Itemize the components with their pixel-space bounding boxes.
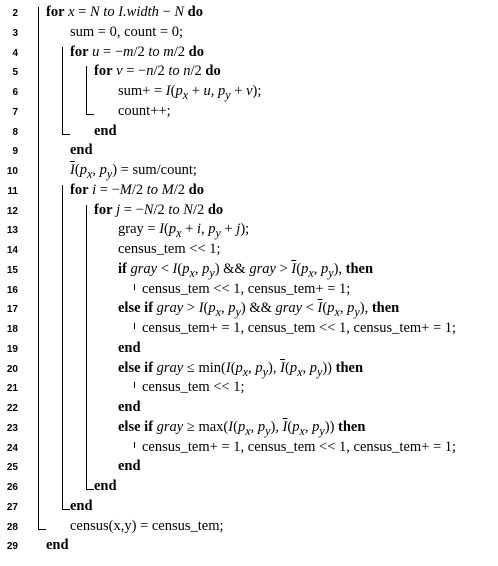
line-number: 23 <box>6 422 18 434</box>
code-text: census_tem << 1; <box>118 241 221 257</box>
line-number: 15 <box>6 264 18 276</box>
line-number: 22 <box>6 403 18 414</box>
code-text: for u = −m/2 to m/2 do <box>70 43 204 60</box>
line-number: 12 <box>6 205 18 217</box>
line-number: 2 <box>12 8 18 19</box>
algorithm-line <box>0 102 498 122</box>
algorithm-line <box>0 181 498 201</box>
algorithm-line <box>0 260 498 280</box>
code-text: end <box>94 478 117 494</box>
code-text: $sum+ = I(p_x + u$, $p_y + v$); <box>118 83 262 102</box>
algorithm-line <box>0 497 498 517</box>
code-text: else if gray ≥ $\max(I(p_x$, $p_y$), $\overline{I}(p_x$, $p_y$)) then <box>118 418 366 438</box>
algorithm-line <box>0 161 498 181</box>
code-text: end <box>46 537 69 554</box>
algorithm-line <box>0 3 498 23</box>
code-text: for v = −n/2 to n/2 do <box>94 63 221 80</box>
algorithm-line <box>0 438 498 458</box>
line-number: 26 <box>6 482 18 493</box>
line-number: 10 <box>6 166 18 177</box>
line-number: 9 <box>12 146 18 158</box>
code-text: gray = $I(p_x + i$, $p_y + j$); <box>118 221 250 241</box>
algorithm-line <box>0 359 498 379</box>
algorithm-line <box>0 82 498 102</box>
line-number: 4 <box>12 47 18 59</box>
algorithm-line <box>0 378 498 398</box>
line-number: 5 <box>12 67 18 79</box>
line-number: 14 <box>6 245 18 256</box>
line-number: 8 <box>12 126 18 138</box>
line-number: 19 <box>6 343 18 355</box>
line-number: 27 <box>6 501 18 513</box>
code-text: for i = −M/2 to M/2 do <box>70 181 204 198</box>
algorithm-line <box>0 339 498 359</box>
code-text: if gray < $I(p_x$, $p_y$) && gray > $\overline{I}(p_x$, $p_y$), then <box>118 260 374 280</box>
algorithm-line <box>0 220 498 240</box>
line-number: 6 <box>12 87 18 98</box>
algorithm-line <box>0 477 498 497</box>
algorithm-line <box>0 240 498 260</box>
line-number: 3 <box>12 27 18 39</box>
algorithm-line <box>0 280 498 300</box>
code-text: sum = 0, count = 0; <box>70 23 184 40</box>
code-text: for j = −N/2 to N/2 do <box>94 201 224 218</box>
line-number: 21 <box>6 383 18 395</box>
algorithm-line <box>0 43 498 63</box>
code-text: else if gray > $I(p_x$, $p_y$) && gray < $\overline{I}(p_x$, $p_y$), then <box>118 300 400 320</box>
algorithm-line <box>0 319 498 339</box>
algorithm-line <box>0 201 498 221</box>
algorithm-line <box>0 536 498 556</box>
code-text: for x = N to I.width − N do <box>46 4 203 20</box>
code-text: end <box>118 339 141 356</box>
code-text: end <box>118 458 141 475</box>
code-text: census_tem+ = 1, census_tem << 1, census_tem+ = 1; <box>142 320 457 336</box>
algorithm-line <box>0 418 498 438</box>
line-number: 25 <box>6 462 18 474</box>
line-number: 7 <box>12 106 18 118</box>
line-number: 29 <box>6 541 18 553</box>
code-text: census(x,y) = census_tem; <box>70 517 224 534</box>
algorithm-line <box>0 23 498 43</box>
algorithm-line <box>0 122 498 142</box>
code-text: census_tem << 1, census_tem+ = 1; <box>142 280 351 297</box>
line-number: 24 <box>6 442 18 454</box>
line-number: 11 <box>7 185 18 197</box>
line-number: 17 <box>6 304 18 316</box>
code-text: census_tem+ = 1, census_tem << 1, census_tem+ = 1; <box>142 438 457 455</box>
line-number: 13 <box>6 225 18 237</box>
algorithm-line <box>0 299 498 319</box>
code-text: else if gray ≤ $\min(I(p_x$, $p_y$), $\overline{I}(p_x$, $p_y$)) then <box>118 359 364 379</box>
code-text: end <box>94 122 117 139</box>
line-number: 16 <box>6 284 18 296</box>
algorithm-line <box>0 457 498 477</box>
line-number: 18 <box>6 324 18 335</box>
algorithm-line <box>0 62 498 82</box>
code-text: census_tem << 1; <box>142 379 245 396</box>
code-text: count++; <box>118 102 171 119</box>
algorithm-line <box>0 517 498 537</box>
code-text: end <box>118 399 141 415</box>
line-number: 20 <box>6 363 18 375</box>
algorithm-line <box>0 141 498 161</box>
code-text: end <box>70 497 93 514</box>
algorithm-line <box>0 398 498 418</box>
line-number: 28 <box>6 521 18 533</box>
code-text: end <box>70 142 93 159</box>
code-text: $\overline{I}(p_x$, $p_y$) = sum/count; <box>70 162 197 181</box>
